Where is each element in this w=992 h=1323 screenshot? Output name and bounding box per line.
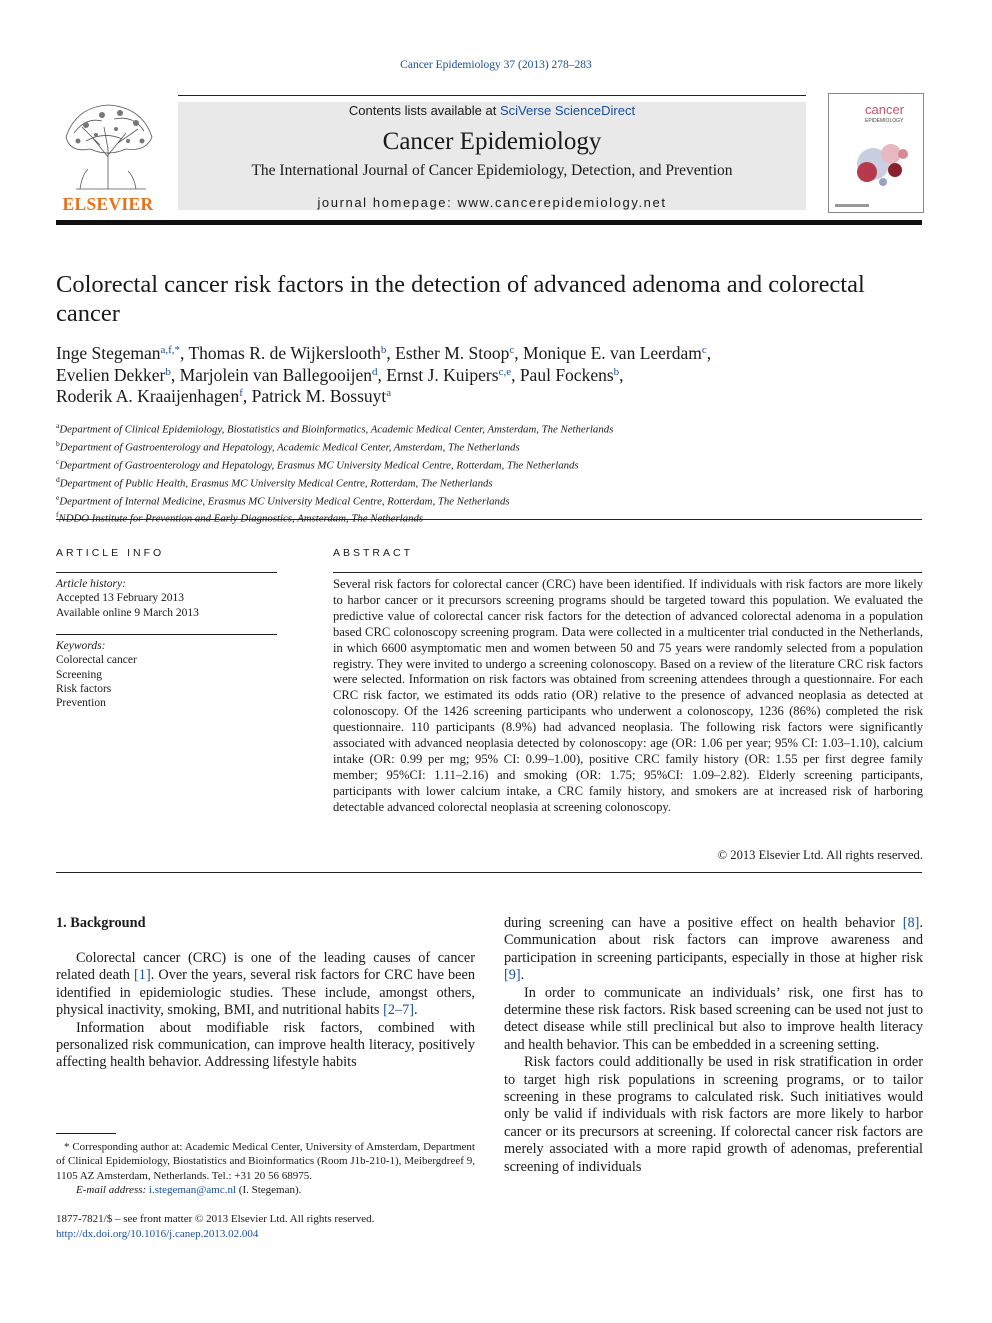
paragraph: Risk factors could additionally be used in risk stratification in order to target high risk populations in screening programs, or to tailor screening in these programs to calculated risk. Such initiatives would only be valid if individuals with risk factors are more likely to harbor cancer or its precursors at screening. If colorectal cancer risk factors are merely associated with a more rapid growth of adenomas, preferential screening of individuals — [504, 1054, 923, 1175]
abstract-copyright: © 2013 Elsevier Ltd. All rights reserved. — [717, 848, 923, 862]
author[interactable]: Ernst J. Kuipers$^{c,e}$, — [386, 364, 520, 385]
author[interactable]: Thomas R. de Wijkerslooth$^b$, — [188, 343, 396, 363]
reference-link[interactable]: [2–7] — [383, 1002, 415, 1019]
email-link[interactable]: i.stegeman@amc.nl — [148, 1183, 237, 1196]
journal-subtitle: The International Journal of Cancer Epidemiology, Detection, and Prevention — [251, 162, 733, 179]
paragraph: during screening can have a positive effect on health behavior [8]. Communication about risk factors can improve awareness and participation in screening participants, especially in those at higher risk [9]. — [504, 915, 923, 984]
doi-link[interactable]: http://dx.doi.org/10.1016/j.canep.2013.02.004 — [56, 1228, 259, 1240]
sciencedirect-link[interactable]: SciVerse ScienceDirect — [499, 103, 636, 118]
author[interactable]: Roderik A. Kraaijenhagen$^f$, — [56, 386, 252, 406]
author[interactable]: Paul Fockens$^b$, — [519, 364, 624, 385]
article-history — [56, 577, 278, 620]
elsevier-logo[interactable] — [56, 97, 160, 215]
masthead — [56, 93, 922, 213]
author[interactable]: Patrick M. Bossuyt$^a$ — [251, 386, 392, 406]
author-list — [56, 343, 926, 408]
abstract-text: Several risk factors for colorectal cancer (CRC) have been identified. If individuals with risk factors are more likely to harbor cancer or it precursors screening programs should be targeted toward this population. We evaluated the predictive value of colorectal cancer risk factors for the detection of advanced colorectal adenoma in a population based CRC colonoscopy screening program. Data were collected in a multicenter trial conducted in the Netherlands, in which 6600 asymptomatic men and women between 50 and 75 years were randomly selected from a population registry. They were invited to undergo a screening colonoscopy. Based on a review of the literature CRC risk factors were selected. Information on risk factors was obtained from screening attendees through a questionnaire. For each CRC risk factor, we estimated its odds ratio (OR) relative to the presence of advanced neoplasia as detected at colonoscopy. Of the 1426 screening participants who underwent a colonoscopy, 1236 (86%) completed the risk questionnaire. 110 participants (8.9%) had advanced neoplasia. The following risk factors were significantly associated with advanced neoplasia detected by colonoscopy: age (OR: 1.06 per year; 95% CI: 1.03–1.10), calcium intake (OR: 0.99 per mg; 95% CI: 0.99–1.00), positive CRC family history (OR: 1.55 per first degree family member; 95%CI: 1.11–2.16) and smoking (OR: 1.75; 95%CI: 1.09–2.82). Elderly screening participants, participants with lower calcium intake, a CRC family history, and smokers are at increased risk of harboring detectable advanced colorectal neoplasia at screening colonoscopy. — [333, 577, 923, 814]
keyword[interactable]: Colorectal cancer — [56, 654, 137, 667]
corresponding-author-footnote — [56, 1140, 475, 1197]
available-date: Available online 9 March 2013 — [56, 606, 199, 619]
paragraph: Colorectal cancer (CRC) is one of the leading causes of cancer related death [1]. Over the years, several risk factors for CRC have been identified in epidemiologic studies. These include, amongst others, physical inactivity, smoking, BMI, and nutritional habits [2–7]. — [56, 950, 476, 1019]
elsevier-tree-icon — [56, 97, 160, 193]
body-column-right — [504, 915, 923, 1176]
page-footer — [56, 1212, 556, 1242]
author[interactable]: Evelien Dekker$^b$, — [56, 364, 180, 385]
keyword[interactable]: Screening — [56, 668, 102, 681]
cover-title-line2: EPIDEMIOLOGY — [865, 118, 904, 124]
article-title: Colorectal cancer risk factors in the detection of advanced adenoma and colorectal cancer — [56, 271, 865, 327]
keywords-rule — [56, 634, 277, 635]
affiliation: $^e$Department of Internal Medicine, Erasmus MC University Medical Centre, Rotterdam, The Netherlands — [56, 492, 510, 508]
author[interactable]: Monique E. van Leerdam$^c$, — [523, 343, 712, 363]
article-info-label: ARTICLE INFO — [56, 547, 165, 559]
journal-name: Cancer Epidemiology — [382, 128, 602, 155]
author[interactable]: Inge Stegeman$^{a,f,*}$, — [56, 343, 189, 363]
affiliation: $^a$Department of Clinical Epidemiology, Biostatistics and Bioinformatics, Academic Medical Center, Amsterdam, The Netherlands — [56, 421, 614, 436]
affiliation: $^c$Department of Gastroenterology and Hepatology, Erasmus MC University Medical Centre, Rotterdam, The Netherlands — [56, 456, 579, 472]
affiliation: $^d$Department of Public Health, Erasmus MC University Medical Centre, Rotterdam, The Netherlands — [56, 474, 493, 490]
reference-link[interactable]: [8] — [902, 915, 920, 931]
corresponding-author-text: * Corresponding author at: Academic Medical Center, University of Amsterdam, Department of Clinical Epidemiology, Biostatistics and Bioinformatics (Room J1b-210-1), Meibergdreef 9, 1105 AZ Amsterdam, Netherlands. Tel.: +31 20 56 68975. — [56, 1141, 475, 1182]
contents-prefix: Contents lists available at — [348, 103, 500, 118]
reference-link[interactable]: [9] — [504, 967, 521, 984]
journal-homepage[interactable]: journal homepage: www.cancerepidemiology.net — [317, 195, 667, 210]
email-line: E-mail address: i.stegeman@amc.nl (I. Stegeman). — [76, 1183, 302, 1196]
cover-image — [829, 94, 923, 212]
masthead-top-rule — [178, 95, 806, 96]
body-column-left — [56, 950, 475, 1072]
author[interactable]: Marjolein van Ballegooijen$^d$, — [179, 364, 387, 385]
history-heading: Article history: — [56, 578, 126, 590]
journal-masthead-band — [178, 102, 806, 210]
keywords-block — [56, 639, 278, 710]
article-info-rule — [56, 572, 277, 573]
author[interactable]: Esther M. Stoop$^c$, — [395, 343, 524, 363]
footnote-rule — [56, 1133, 116, 1134]
journal-cover-thumbnail[interactable] — [828, 93, 924, 213]
cover-title-line1: cancer — [865, 102, 905, 117]
issn-line: 1877-7821/$ – see front matter © 2013 Elsevier Ltd. All rights reserved. — [56, 1213, 375, 1225]
affiliation: $^f$NDDO Institute for Prevention and Early Diagnostics, Amsterdam, The Netherlands — [56, 510, 424, 526]
paragraph: Information about modifiable risk factors, combined with personalized risk communication, can improve health literacy, positively affecting health behavior. Addressing lifestyle habits — [56, 1019, 475, 1071]
contents-availability — [178, 103, 806, 118]
journal-citation[interactable]: Cancer Epidemiology 37 (2013) 278–283 — [400, 59, 592, 71]
header-divider — [56, 220, 922, 225]
abstract-rule — [333, 572, 922, 573]
affiliation: $^b$Department of Gastroenterology and Hepatology, Academic Medical Center, Amsterdam, The Netherlands — [56, 438, 520, 454]
paragraph: In order to communicate an individuals’ risk, one first has to determine these risk factors. Risk based screening can be used not just to detect disease while still preclinical but also to improve health literacy and health behavior. This can be embedded in a screening setting. — [504, 984, 923, 1053]
elsevier-wordmark: ELSEVIER — [62, 194, 154, 214]
keyword[interactable]: Risk factors — [56, 682, 112, 695]
affiliation-list — [56, 419, 926, 526]
affiliation-divider — [56, 519, 922, 520]
keywords-heading: Keywords: — [56, 640, 106, 652]
reference-link[interactable]: [1] — [134, 967, 151, 984]
abstract-label: ABSTRACT — [333, 547, 414, 559]
section-heading-background: 1. Background — [56, 915, 146, 931]
accepted-date: Accepted 13 February 2013 — [56, 592, 185, 605]
keyword[interactable]: Prevention — [56, 697, 106, 710]
abstract-divider — [56, 872, 922, 873]
